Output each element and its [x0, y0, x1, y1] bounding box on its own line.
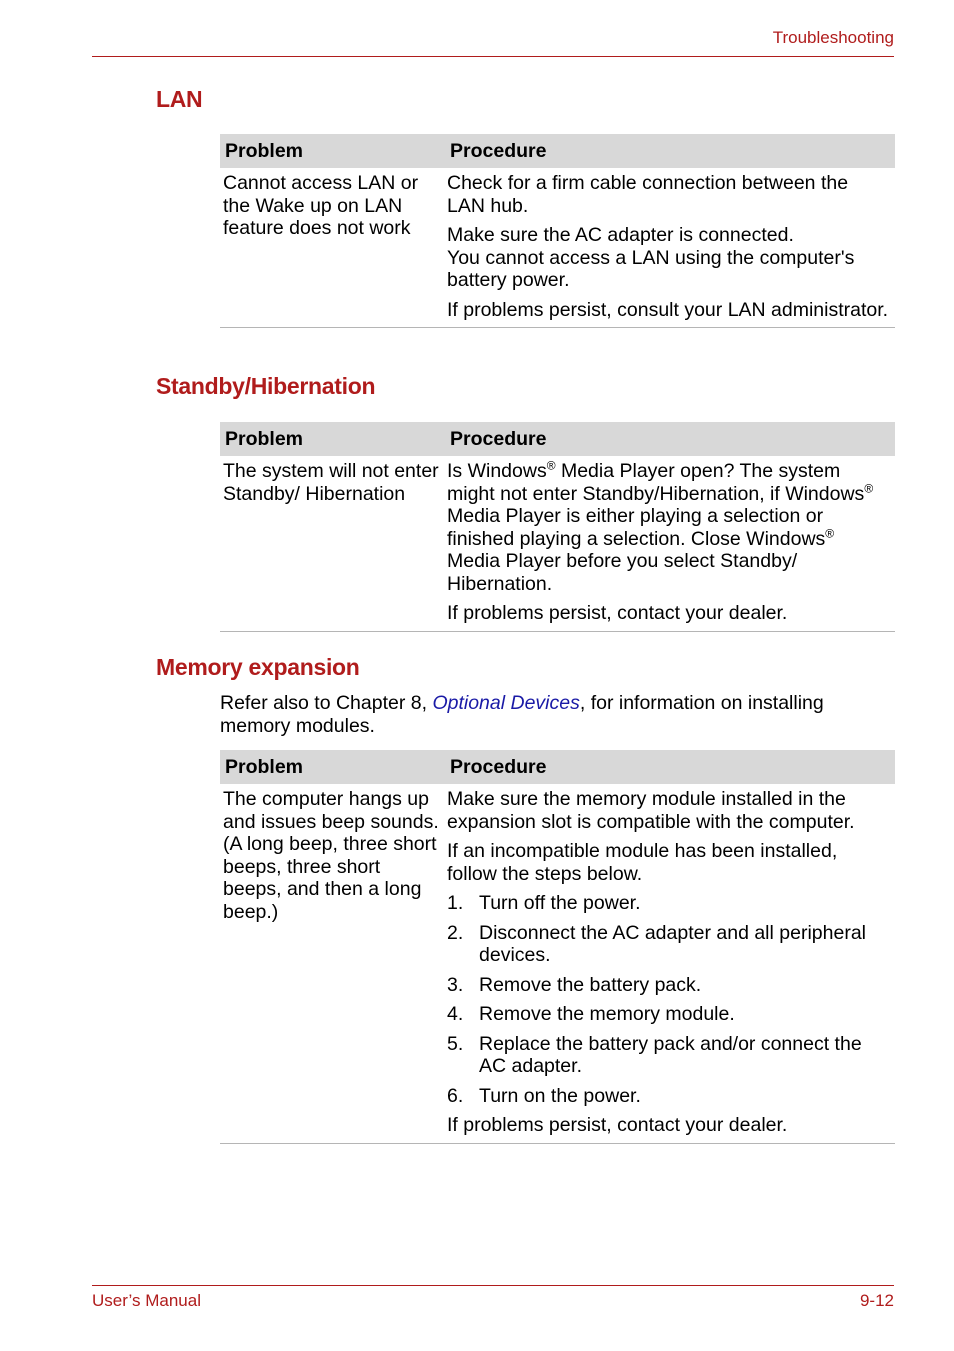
- column-header-problem: Problem: [225, 755, 304, 778]
- memory-table: [220, 750, 895, 1144]
- table-header: [220, 134, 895, 168]
- step-number: 6.: [447, 1084, 464, 1107]
- memory-intro: [220, 692, 880, 738]
- footer-manual-title: User’s Manual: [92, 1291, 201, 1310]
- step-text: Remove the battery pack.: [479, 973, 702, 996]
- step-number: 1.: [447, 892, 464, 914]
- section-title-lan: LAN: [156, 86, 203, 112]
- optional-devices-link[interactable]: Optional Devices: [432, 692, 580, 714]
- table-row: [220, 784, 895, 1143]
- procedure-paragraph: [447, 224, 891, 292]
- step-item: [447, 974, 891, 997]
- text-run: Media Player open? The system might not enter Standby/Hibernation, if Windows: [447, 460, 865, 505]
- step-number: 3.: [447, 973, 464, 996]
- step-number: 2.: [447, 921, 464, 944]
- table-header: [220, 422, 895, 456]
- procedure-paragraph: If problems persist, contact your dealer.: [447, 602, 788, 624]
- footer-rule: [92, 1285, 894, 1286]
- step-text: Turn off the power.: [479, 892, 641, 914]
- column-header-problem: Problem: [225, 139, 304, 162]
- procedure-cell: [445, 172, 895, 321]
- step-text: Disconnect the AC adapter and all peripheral devices.: [479, 921, 866, 966]
- section-title-standby: Standby/Hibernation: [156, 373, 376, 399]
- procedure-paragraph: Make sure the memory module installed in the expansion slot is compatible with the computer.: [447, 788, 855, 833]
- page-number: 9-12: [859, 1291, 894, 1310]
- procedure-paragraph: [447, 460, 891, 595]
- table-row: [220, 168, 895, 327]
- text-run: Media Player is either playing a selection or finished playing a selection. Close Windows: [447, 505, 826, 550]
- procedure-paragraph: If an incompatible module has been installed, follow the steps below.: [447, 840, 838, 885]
- procedure-paragraph: If problems persist, consult your LAN administrator.: [447, 298, 889, 321]
- step-item: [447, 922, 891, 967]
- registered-mark: ®: [546, 458, 556, 473]
- step-item: [447, 1085, 891, 1108]
- column-header-procedure: Procedure: [450, 427, 547, 450]
- column-header-problem: Problem: [225, 427, 304, 450]
- procedure-paragraph: If problems persist, contact your dealer.: [447, 1114, 788, 1136]
- step-text: Replace the battery pack and/or connect the AC adapter.: [479, 1032, 862, 1077]
- problem-cell: Cannot access LAN or the Wake up on LAN feature does not work: [223, 172, 419, 239]
- intro-text: , for information on installing memory modules.: [220, 692, 824, 737]
- procedure-paragraph: Check for a firm cable connection between the LAN hub.: [447, 172, 849, 217]
- column-header-procedure: Procedure: [450, 139, 547, 162]
- step-item: [447, 1003, 891, 1026]
- table-header: [220, 750, 895, 784]
- problem-cell: The computer hangs up and issues beep sounds. (A long beep, three short beeps, three short beeps, and then a long beep.): [223, 788, 439, 923]
- standby-table: [220, 422, 895, 632]
- intro-text: Refer also to Chapter 8,: [220, 692, 433, 714]
- registered-mark: ®: [825, 526, 835, 540]
- column-header-procedure: Procedure: [450, 755, 547, 778]
- problem-cell: The system will not enter Standby/ Hibernation: [223, 460, 439, 505]
- text-run: Is Windows: [447, 460, 547, 482]
- step-number: 5.: [447, 1032, 464, 1055]
- text-run: Media Player before you select Standby/ Hibernation.: [447, 550, 798, 595]
- running-header: Troubleshooting: [772, 28, 894, 47]
- procedure-line: Make sure the AC adapter is connected.: [447, 224, 794, 246]
- step-item: [447, 1033, 891, 1078]
- table-row: [220, 456, 895, 631]
- step-text: Turn on the power.: [479, 1084, 641, 1107]
- section-title-memory: Memory expansion: [156, 654, 360, 680]
- step-item: [447, 892, 891, 915]
- registered-mark: ®: [864, 481, 874, 495]
- procedure-line: You cannot access a LAN using the computer's battery power.: [447, 246, 855, 291]
- step-text: Remove the memory module.: [479, 1003, 735, 1025]
- header-rule: [92, 56, 894, 57]
- procedure-cell: [445, 460, 895, 625]
- procedure-cell: [445, 788, 895, 1137]
- step-number: 4.: [447, 1003, 464, 1025]
- lan-table: [220, 134, 895, 328]
